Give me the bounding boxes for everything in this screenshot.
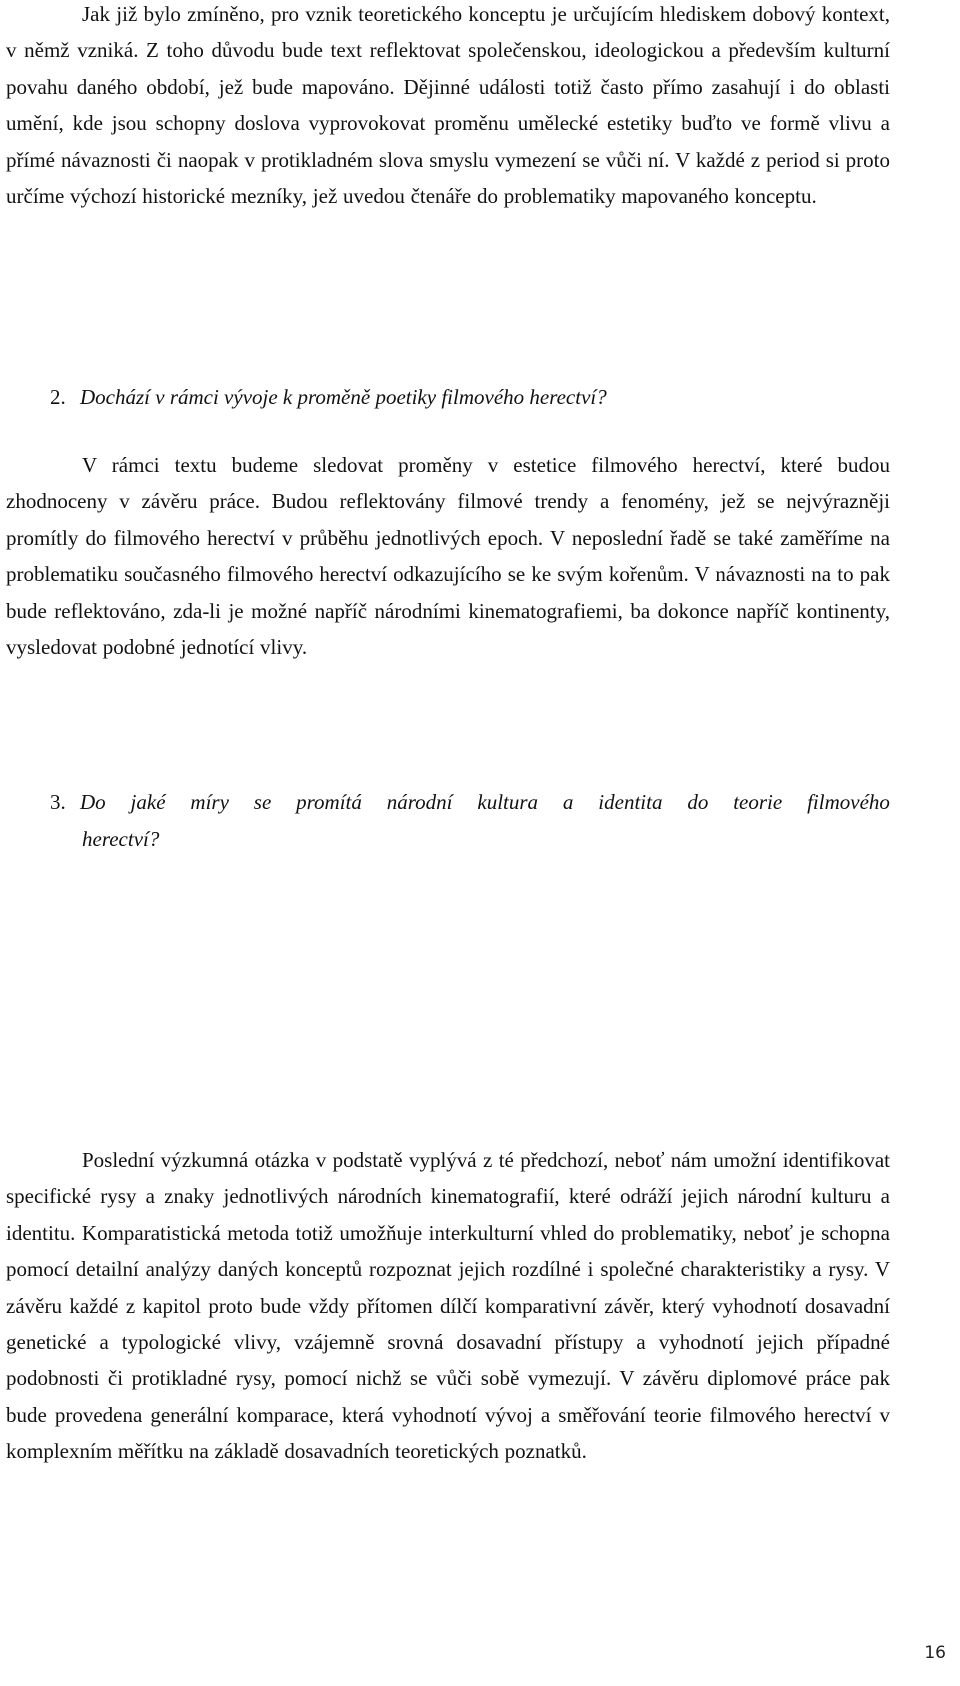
question-text: Dochází v rámci vývoje k proměně poetiky filmového herectví? bbox=[80, 385, 607, 409]
page-number: 16 bbox=[924, 1643, 946, 1663]
question-word: jaké bbox=[130, 790, 166, 814]
question-line-1 bbox=[6, 784, 890, 821]
question-word: do bbox=[687, 790, 709, 814]
question-word: se bbox=[253, 790, 272, 814]
research-question-3 bbox=[6, 784, 890, 858]
paragraph-acting-poetics: V rámci textu budeme sledovat proměny v estetice filmového herectví, které budou zhodnoceny v závěru práce. Budou reflektovány filmové trendy a fenomény, jež se nejvýrazněji promítly do filmového herectví v průběhu jednotlivých epoch. V neposlední řadě se také zaměříme na problematiku současného filmového herectví odkazujícího se ke svým kořenům. V návaznosti na to pak bude reflektováno, zda-li je možné napříč národními kinematografiemi, ba dokonce napříč kontinenty, vysledovat podobné jednotící vlivy. bbox=[6, 453, 890, 660]
question-word: filmového bbox=[807, 790, 890, 814]
question-word: promítá bbox=[296, 790, 362, 814]
question-text-line-2: herectví? bbox=[82, 827, 160, 851]
question-text-line-1 bbox=[80, 784, 890, 821]
question-word: a bbox=[562, 790, 574, 814]
question-word: kultura bbox=[477, 790, 539, 814]
research-question-2 bbox=[6, 379, 890, 415]
question-word: teorie bbox=[733, 790, 783, 814]
question-word: národní bbox=[386, 790, 453, 814]
question-word: Do bbox=[80, 790, 106, 814]
question-number: 3. bbox=[50, 790, 66, 814]
paragraph-national-culture: Poslední výzkumná otázka v podstatě vyplývá z té předchozí, neboť nám umožní identifikovat specifické rysy a znaky jednotlivých národních kinematografií, které odráží jejich národní kulturu a identitu. Komparatistická metoda totiž umožňuje interkulturní vhled do problematiky, neboť je schopna pomocí detailní analýzy daných konceptů rozpoznat jejich rozdílné i společné charakteristiky a rysy. V závěru každé z kapitol proto bude vždy přítomen dílčí komparativní závěr, který vyhodnotí dosavadní genetické a typologické vlivy, vzájemně srovná dosavadní přístupy a vyhodnotí jejich případné podobnosti či protikladné rysy, pomocí nichž se vůči sobě vymezují. V závěru diplomové práce pak bude provedena generální komparace, která vyhodnotí vývoj a směřování teorie filmového herectví v komplexním měřítku na základě dosavadních teoretických poznatků. bbox=[6, 1148, 890, 1464]
paragraph-historical-context: Jak již bylo zmíněno, pro vznik teoretického konceptu je určujícím hlediskem dobový kontext, v němž vzniká. Z toho důvodu bude text reflektovat společenskou, ideologickou a především kulturní povahu daného období, jež bude mapováno. Dějinné události totiž často přímo zasahují i do oblasti umění, kde jsou schopny doslova vyprovokovat proměnu umělecké estetiky buďto ve formě vlivu a přímé návaznosti či naopak v protikladném slova smyslu vymezení se vůči ní. V každé z period si proto určíme výchozí historické mezníky, jež uvedou čtenáře do problematiky mapovaného konceptu. bbox=[6, 2, 890, 209]
question-word: míry bbox=[190, 790, 229, 814]
question-word: identita bbox=[598, 790, 663, 814]
question-number: 2. bbox=[50, 385, 66, 409]
